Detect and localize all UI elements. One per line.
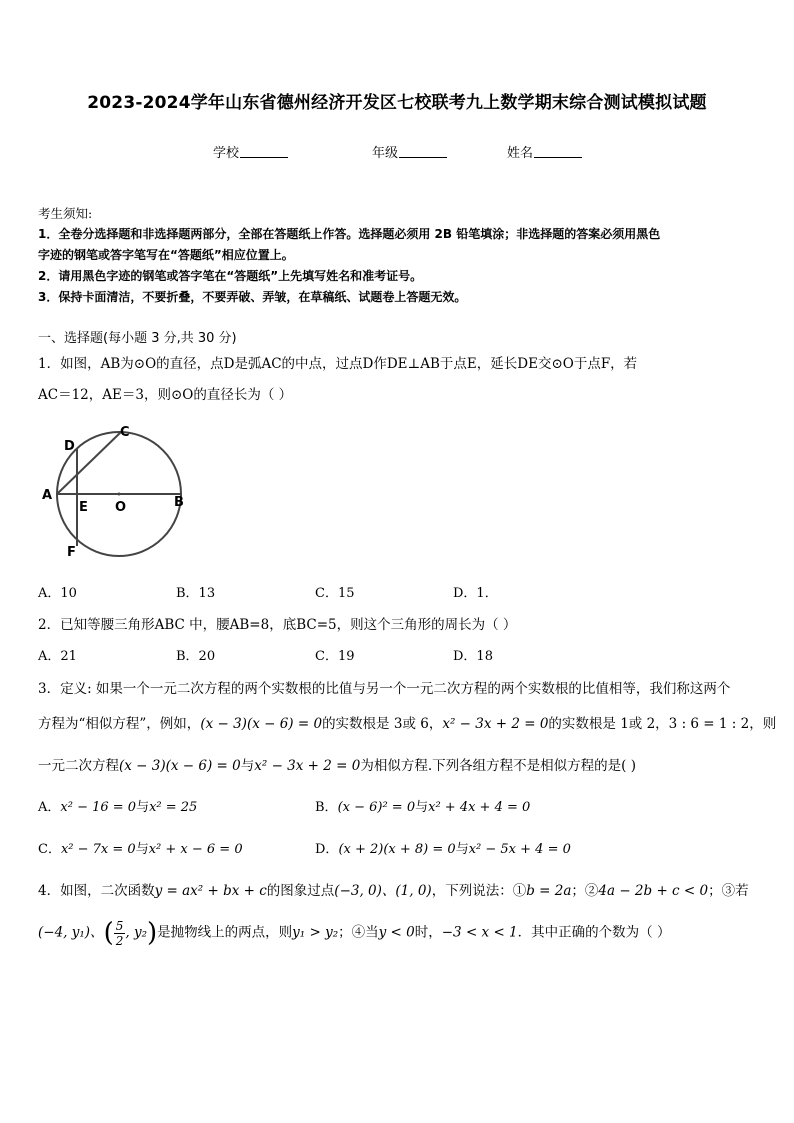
q4-line-1	[38, 879, 749, 899]
q1-option-d: D．1．	[453, 586, 498, 601]
q3-line-1: 3．定义: 如果一个一元二次方程的两个实数根的比值与另一个一元二次方程的两个实数根的比值相等，我们称这两个	[38, 681, 731, 697]
q4-line-2c: 是抛物线上的两点，则	[157, 924, 293, 941]
q1-option-a: A．10	[38, 586, 77, 601]
q3-line-2e: 的实数根是 1或 2，3 : 6 = 1 : 2，则	[548, 716, 777, 732]
notice-item-1b: 字迹的钢笔或答字笔写在“答题纸”相应位置上。	[38, 248, 294, 262]
q3-option-b-label: B．	[315, 800, 338, 815]
q3-eq-example: (x − 3)(x − 6) = 0	[200, 716, 323, 732]
name-blank	[534, 145, 582, 158]
q1-line-1: 1．如图，AB为⊙O的直径，点D是弧AC的中点，过点D作DE⊥AB于点E，延长DE交⊙O于点F，若	[38, 356, 638, 372]
q1-line-2: AC＝12，AE＝3，则⊙O的直径长为（ ）	[38, 387, 293, 403]
q3-option-c-mid: 与	[135, 842, 149, 857]
q4-line-1a: 4．如图，二次函数	[38, 883, 155, 899]
grade-field	[372, 142, 447, 161]
notice-item-3: 3．保持卡面清洁，不要折叠，不要弄破、弄皱，在草稿纸、试题卷上答题无效。	[38, 290, 467, 304]
q4-line-1c: 的图象过点	[266, 883, 335, 899]
q3-option-a-label: A．	[38, 800, 61, 815]
q3-line-3c: 与	[240, 758, 255, 774]
name-field	[507, 142, 582, 161]
q3-eq-1: (x − 3)(x − 6) = 0	[119, 758, 241, 774]
q3-option-a	[38, 796, 197, 815]
school-blank	[240, 145, 288, 158]
q1-option-b: B．13	[176, 586, 216, 601]
q4-line-2i: ．其中正确的个数为（ ）	[517, 924, 671, 941]
exam-notice	[38, 203, 758, 308]
q4-line-1e: ，下列说法：①	[431, 883, 527, 899]
q3-line-3	[38, 754, 636, 774]
grade-blank	[399, 145, 447, 158]
center-dot	[118, 493, 121, 496]
q4-claim-3: y₁ > y₂	[292, 924, 339, 941]
q3-line-2a: 方程为“相似方程”，例如，	[38, 716, 201, 732]
q3-option-c-eq1: x² − 7x = 0	[60, 842, 136, 857]
q4-function: y = ax² + bx + c	[154, 883, 267, 899]
q3-option-d-label: D．	[315, 842, 339, 857]
q3-option-d-eq1: (x + 2)(x + 8) = 0	[338, 842, 456, 857]
q4-claim-1: b = 2a	[526, 883, 572, 899]
label-e: E	[79, 500, 88, 515]
q4-claim-4: −3 < x < 1	[441, 924, 518, 941]
school-label: 学校	[213, 146, 240, 161]
q4-points: (−3, 0)、(1, 0)	[334, 883, 432, 899]
q3-line-3e: 为相似方程.下列各组方程不是相似方程的是( )	[360, 758, 636, 774]
q3-option-a-eq1: x² − 16 = 0	[60, 800, 137, 815]
name-label: 姓名	[507, 146, 534, 161]
q4-claim-2: 4a − 2b + c < 0	[598, 883, 709, 899]
q3-line-2	[38, 712, 776, 732]
q3-option-d-mid: 与	[455, 842, 469, 857]
grade-label: 年级	[372, 146, 399, 161]
q3-option-b-eq1: (x − 6)² = 0	[337, 800, 416, 815]
q1-option-c: C．15	[315, 586, 355, 601]
notice-heading: 考生须知:	[38, 206, 93, 221]
q4-close-paren: )	[146, 918, 158, 948]
q2-option-b: B．20	[176, 649, 216, 664]
q2-option-a: A．21	[38, 649, 77, 664]
q3-line-3a: 一元二次方程	[38, 758, 119, 774]
q2-option-d: D．18	[453, 649, 493, 664]
page-title: 2023-2024学年山东省德州经济开发区七校联考九上数学期末综合测试模拟试题	[87, 93, 707, 113]
label-b: B	[174, 495, 184, 510]
school-field	[213, 142, 288, 161]
q4-line-2g: 时，	[414, 924, 442, 941]
label-d: D	[64, 439, 75, 454]
q3-eq-2: x² − 3x + 2 = 0	[254, 758, 361, 774]
q3-option-c-label: C．	[38, 842, 61, 857]
q3-eq-example-2: x² − 3x + 2 = 0	[442, 716, 549, 732]
q3-option-b	[315, 796, 530, 815]
q4-line-2e: ；④当	[338, 924, 379, 941]
label-c: C	[120, 425, 130, 440]
q3-option-a-eq2: x² = 25	[149, 800, 198, 815]
label-f: F	[67, 545, 76, 560]
q3-option-a-mid: 与	[136, 800, 150, 815]
q1-circle-figure	[34, 420, 194, 565]
q2-option-c: C．19	[315, 649, 355, 664]
label-o: O	[115, 500, 127, 515]
q2-stem: 2．已知等腰三角形ABC 中，腰AB=8，底BC=5，则这个三角形的周长为（ ）	[38, 617, 517, 633]
q3-line-2c: 的实数根是 3或 6，	[322, 716, 443, 732]
label-a: A	[42, 488, 53, 503]
q4-frac-den: 2	[115, 933, 124, 948]
q4-point-2-y: , y₂	[125, 924, 147, 941]
section-heading: 一、选择题(每小题 3 分,共 30 分)	[38, 331, 237, 346]
q4-line-1i: ；③若	[708, 883, 749, 899]
q3-option-c-eq2: x² + x − 6 = 0	[148, 842, 243, 857]
q4-open-paren: (	[103, 918, 114, 948]
q4-line-2	[38, 918, 670, 948]
q3-option-b-mid: 与	[415, 800, 429, 815]
notice-item-2: 2．请用黑色字迹的钢笔或答字笔在“答题纸”上先填写姓名和准考证号。	[38, 269, 423, 283]
q4-line-1g: ；②	[571, 883, 599, 899]
q3-option-d-eq2: x² − 5x + 4 = 0	[468, 842, 571, 857]
q3-option-b-eq2: x² + 4x + 4 = 0	[428, 800, 531, 815]
notice-item-1a: 1．全卷分选择题和非选择题两部分，全部在答题纸上作答。选择题必须用 2B 铅笔填涂；非选择题的答案必须用黑色	[38, 227, 661, 241]
q4-point-1: (−4, y₁)、	[38, 924, 104, 941]
q4-frac-num: 5	[115, 918, 124, 933]
q4-fraction	[114, 919, 126, 948]
q3-option-d	[315, 838, 571, 857]
q4-condition: y < 0	[378, 924, 415, 941]
q3-option-c	[38, 838, 243, 857]
